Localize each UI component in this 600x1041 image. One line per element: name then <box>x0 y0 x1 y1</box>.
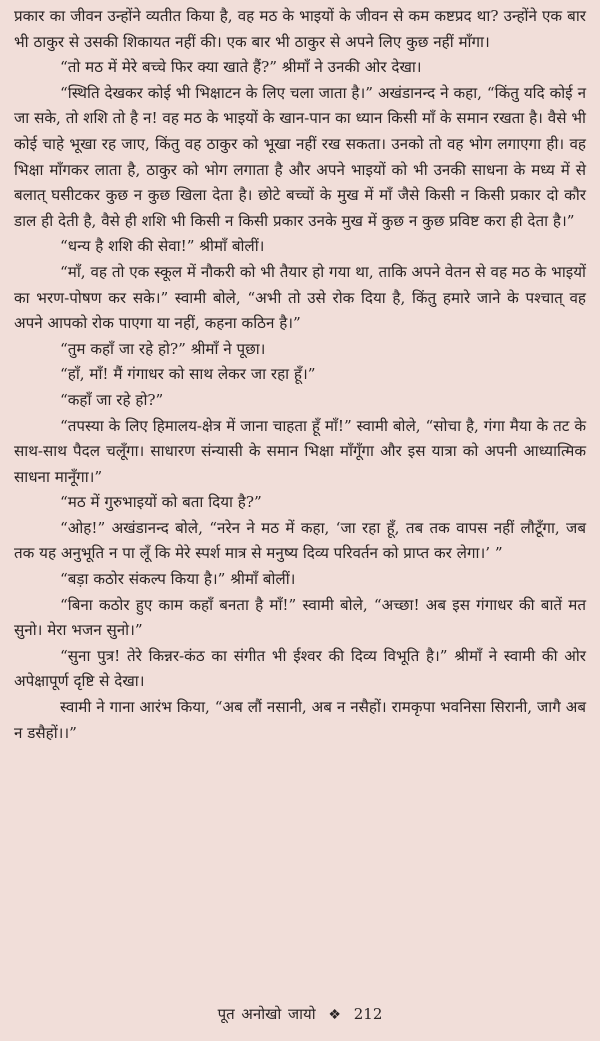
paragraph: स्वामी ने गाना आरंभ किया, “अब लौं नसानी, अब न नसैहों। रामकृपा भवनिसा सिरानी, जागै अब न डसैहों।।” <box>14 698 586 742</box>
page-number: 212 <box>353 1005 383 1023</box>
paragraph: “तो मठ में मेरे बच्चे फिर क्या खाते हैं?” श्रीमाँ ने उनकी ओर देखा। <box>60 58 422 77</box>
footer-separator-ornament: ❖ <box>328 1007 341 1023</box>
page-body <box>14 4 586 746</box>
paragraph: “मठ में गुरुभाइयों को बता दिया है?” <box>60 493 262 512</box>
paragraph: “बिना कठोर हुए काम कहाँ बनता है माँ!” स्वामी बोले, “अच्छा! अब इस गंगाधर की बातें मत सुनो। मेरा भजन सुनो।” <box>14 595 586 640</box>
page-footer <box>0 1003 600 1026</box>
paragraph: “सुना पुत्र! तेरे किन्नर-कंठ का संगीत भी ईश्वर की दिव्य विभूति है।” श्रीमाँ ने स्वामी की ओर अपेक्षापूर्ण दृष्टि से देखा। <box>14 646 586 691</box>
paragraph: “धन्य है शशि की सेवा!” श्रीमाँ बोलीं। <box>60 237 265 256</box>
paragraph: “तुम कहाँ जा रहे हो?” श्रीमाँ ने पूछा। <box>60 339 266 358</box>
footer-book-title: पूत अनोखो जायो <box>217 1005 316 1023</box>
paragraph: प्रकार का जीवन उन्होंने व्यतीत किया है, वह मठ के भाइयों के जीवन से कम कष्टप्रद था? उन्होंने एक बार भी ठाकुर से उसकी शिकायत नहीं की। एक बार भी ठाकुर से अपने लिए कुछ नहीं माँगा। <box>14 7 586 51</box>
paragraph: “ओह!” अखंडानन्द बोले, “नरेन ने मठ में कहा, ‘जा रहा हूँ, तब तक वापस नहीं लौटूँगा, जब तक यह अनुभूति न पा लूँ कि मेरे स्पर्श मात्र से मनुष्य दिव्य परिवर्तन को प्राप्त कर लेगा।’ ” <box>14 518 586 563</box>
paragraph: “तपस्या के लिए हिमालय-क्षेत्र में जाना चाहता हूँ माँ!” स्वामी बोले, “सोचा है, गंगा मैया के तट के साथ-साथ पैदल चलूँगा। साधारण संन्यासी के समान भिक्षा माँगूँगा और इस यात्रा को अपनी आध्यात्मिक साधना मानूँगा।” <box>14 416 586 486</box>
paragraph: “कहाँ जा रहे हो?” <box>60 390 164 409</box>
paragraph: “हाँ, माँ! मैं गंगाधर को साथ लेकर जा रहा हूँ।” <box>60 365 316 384</box>
paragraph: “माँ, वह तो एक स्कूल में नौकरी को भी तैयार हो गया था, ताकि अपने वेतन से वह मठ के भाइयों का भरण-पोषण कर सके।” स्वामी बोले, “अभी तो उसे रोक दिया है, किंतु हमारे जाने के पश्चात् वह अपने आपको रोक पाएगा या नहीं, कहना कठिन है।” <box>14 262 586 333</box>
paragraph: “स्थिति देखकर कोई भी भिक्षाटन के लिए चला जाता है।” अखंडानन्द ने कहा, “किंतु यदि कोई न जा सके, तो शशि तो है न! वह मठ के भाइयों के खान-पान का ध्यान किसी माँ के समान रखता है। वैसे भी कोई चाहे भूखा रह जाए, किंतु वह ठाकुर को भूखा नहीं रख सकता। उनको तो वह भोग लगाएगा ही। वह भिक्षा माँगकर लाता है, ठाकुर को भोग लगाता है और अपने भाइयों को भी उनकी साधना के मध्य में से बलात् घसीटकर कुछ न कुछ खिला देता है। छोटे बच्चों के मुख में माँ जैसे किसी न किसी प्रकार दो कौर डाल ही देती है, वैसे ही शशि भी किसी न किसी प्रकार उनके मुख में कुछ न कुछ प्रविष्ट करा ही देता है।” <box>14 83 586 230</box>
paragraph: “बड़ा कठोर संकल्प किया है।” श्रीमाँ बोलीं। <box>60 570 296 589</box>
